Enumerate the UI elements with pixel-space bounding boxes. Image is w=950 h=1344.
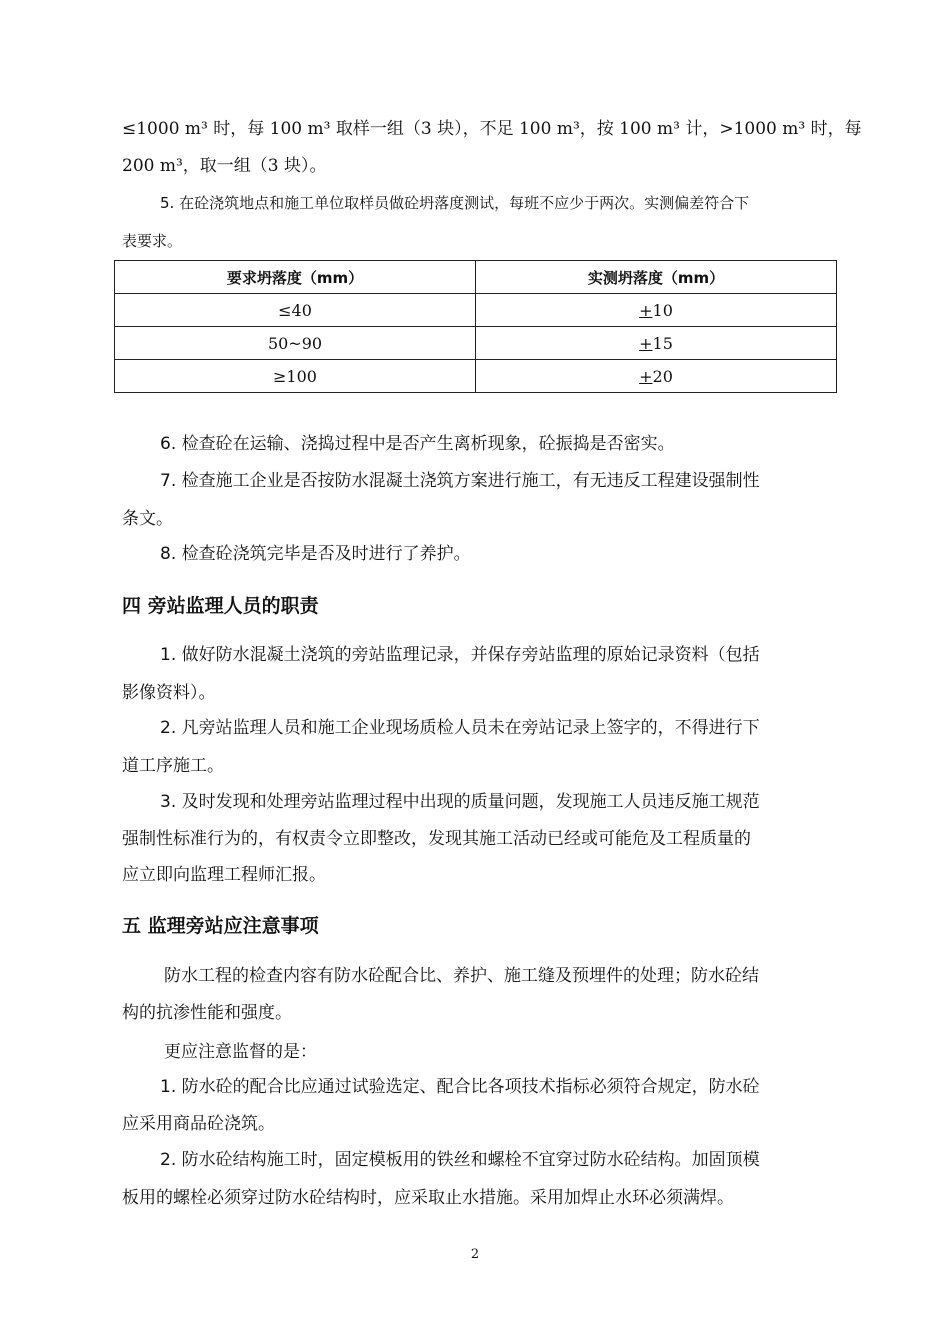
item-text: 及时发现和处理旁站监理过程中出现的质量问题，发现施工人员违反施工规范 — [181, 792, 760, 812]
section-5-para-line-1: 防水工程的检查内容有防水砼配合比、养护、施工缝及预埋件的处理；防水砼结 — [164, 966, 759, 986]
item-5 — [160, 191, 870, 215]
intro-line-2: 200 m³，取一组（3 块）。 — [122, 156, 327, 176]
section-4-item-2-line-2: 道工序施工。 — [122, 756, 224, 776]
section-4-heading: 四 旁站监理人员的职责 — [122, 595, 319, 617]
section-5-item-1 — [160, 1075, 870, 1099]
item-number: 5. — [160, 194, 175, 212]
item-text: 在砼浇筑地点和施工单位取样员做砼坍落度测试，每班不应少于两次。实测偏差符合下 — [179, 194, 750, 212]
tolerance-value: 20 — [652, 366, 673, 386]
section-5-lead: 更应注意监督的是： — [164, 1042, 317, 1062]
item-number: 1. — [160, 1077, 177, 1097]
item-7 — [160, 469, 870, 493]
item-number: 7. — [160, 471, 177, 491]
intro-line-1: ≤1000 m³ 时，每 100 m³ 取样一组（3 块），不足 100 m³，按 100 m³ 计，>1000 m³ 时，每 — [122, 119, 862, 139]
item-text: 凡旁站监理人员和施工企业现场质检人员未在旁站记录上签字的，不得进行下 — [181, 718, 760, 738]
item-text: 做好防水混凝土浇筑的旁站监理记录，并保存旁站监理的原始记录资料（包括 — [181, 645, 760, 665]
slump-table — [114, 260, 837, 393]
item-7-line-2: 条文。 — [122, 509, 173, 529]
section-5-heading: 五 监理旁站应注意事项 — [122, 915, 319, 937]
tolerance-value: 10 — [652, 300, 673, 320]
table-row — [115, 327, 837, 360]
item-number: 2. — [160, 718, 177, 738]
item-text: 防水砼结构施工时，固定模板用的铁丝和螺栓不宜穿过防水砼结构。加固顶模 — [181, 1150, 760, 1170]
item-text: 检查砼在运输、浇捣过程中是否产生离析现象，砼振捣是否密实。 — [181, 434, 675, 454]
section-4-item-3 — [160, 790, 870, 814]
table-cell-tolerance — [476, 360, 837, 393]
tolerance-value: 15 — [652, 333, 673, 353]
plus-minus-sign: + — [639, 300, 653, 320]
item-number: 8. — [160, 544, 177, 564]
section-5-item-1-line-2: 应采用商品砼浇筑。 — [122, 1114, 275, 1134]
item-5-line-2: 表要求。 — [122, 232, 183, 250]
section-4-item-1-line-2: 影像资料）。 — [122, 683, 216, 703]
section-4-item-3-line-3: 应立即向监理工程师汇报。 — [122, 865, 326, 885]
item-8 — [160, 542, 870, 566]
page-number: 2 — [470, 1247, 480, 1262]
table-row — [115, 360, 837, 393]
table-cell-required: ≤40 — [115, 294, 476, 327]
table-row — [115, 294, 837, 327]
item-number: 1. — [160, 645, 177, 665]
table-cell-required: ≥100 — [115, 360, 476, 393]
table-header-measured: 实测坍落度（mm） — [476, 261, 837, 294]
item-number: 3. — [160, 792, 177, 812]
section-4-item-3-line-2: 强制性标准行为的，有权责令立即整改，发现其施工活动已经或可能危及工程质量的 — [122, 829, 751, 849]
item-text: 检查砼浇筑完毕是否及时进行了养护。 — [181, 544, 471, 564]
section-5-item-2-line-2: 板用的螺栓必须穿过防水砼结构时，应采取止水措施。采用加焊止水环必须满焊。 — [122, 1188, 734, 1208]
item-text: 防水砼的配合比应通过试验选定、配合比各项技术指标必须符合规定，防水砼 — [181, 1077, 760, 1097]
item-number: 6. — [160, 434, 177, 454]
table-cell-tolerance — [476, 294, 837, 327]
plus-minus-sign: + — [639, 333, 653, 353]
section-4-item-2 — [160, 716, 870, 740]
table-header-required: 要求坍落度（mm） — [115, 261, 476, 294]
item-text: 检查施工企业是否按防水混凝土浇筑方案进行施工，有无违反工程建设强制性 — [181, 471, 760, 491]
item-number: 2. — [160, 1150, 177, 1170]
table-header-row — [115, 261, 837, 294]
section-5-item-2 — [160, 1148, 870, 1172]
plus-minus-sign: + — [639, 366, 653, 386]
section-4-item-1 — [160, 643, 870, 667]
table-cell-tolerance — [476, 327, 837, 360]
item-6 — [160, 432, 870, 456]
table-cell-required: 50~90 — [115, 327, 476, 360]
section-5-para-line-2: 构的抗渗性能和强度。 — [122, 1003, 292, 1023]
